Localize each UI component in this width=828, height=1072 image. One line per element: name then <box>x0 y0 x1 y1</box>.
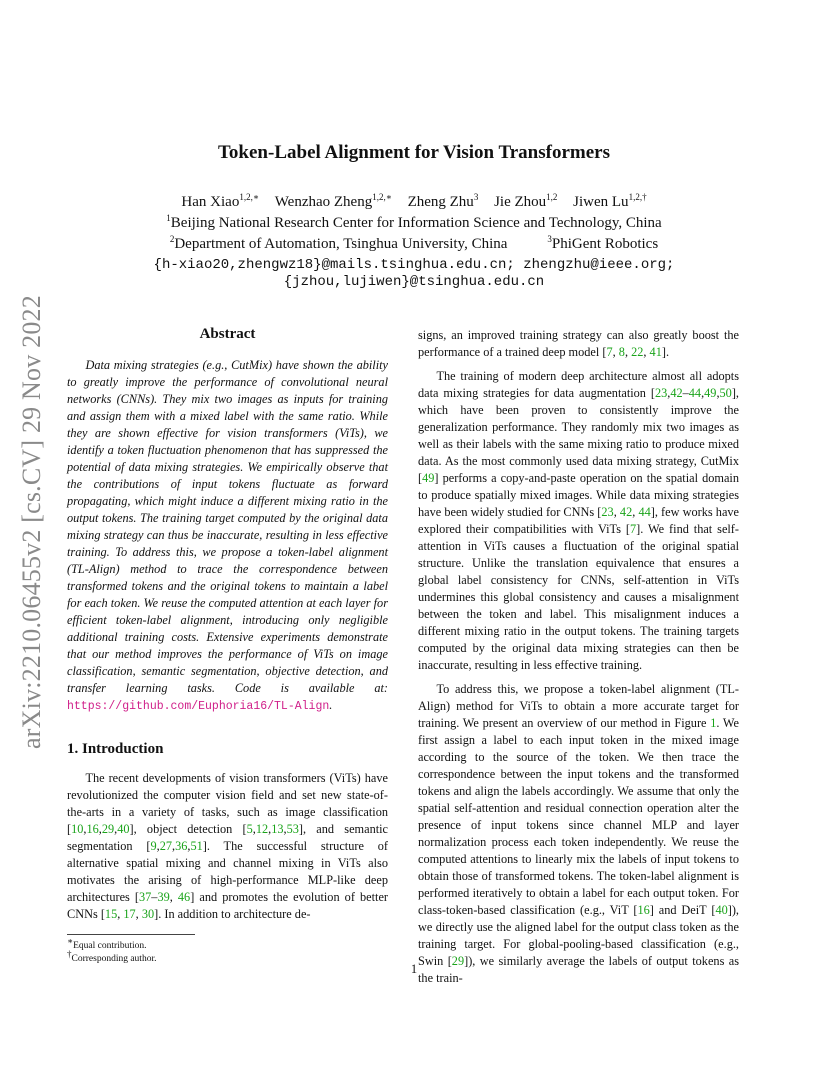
citation[interactable]: 40 <box>117 822 130 836</box>
citation[interactable]: 8 <box>618 345 625 359</box>
citation[interactable]: 13 <box>271 822 284 836</box>
page-number: 1 <box>410 962 418 976</box>
citation[interactable]: 39 <box>157 890 170 904</box>
abstract-heading: Abstract <box>199 326 256 342</box>
citation[interactable]: 16 <box>637 903 650 917</box>
citation[interactable]: 12 <box>255 822 269 836</box>
citation[interactable]: 30 <box>141 907 155 921</box>
citation[interactable]: 37 <box>139 890 152 904</box>
citation[interactable]: 22 <box>631 345 644 359</box>
citation[interactable]: 23 <box>601 505 614 519</box>
citation[interactable]: 29 <box>451 954 465 968</box>
abstract-text: Data mixing strategies (e.g., CutMix) have shown the ability to greatly improve the performance of convolutional neural networks (CNNs). They mix two images as inputs for training and assign them with a mixed label with the same ratio. While they are shown effective for vision transformers (ViTs), we identify a token fluctuation phenomenon that has suppressed the potential of data mixing strategies. We empirically observe that the contributions of input tokens fluctuate as forward propagating, which might induce a different mixing ratio in the output tokens. The training target computed by the original data mixing strategy can thus be inaccurate, resulting in less effective training. To address this, we propose a token-label alignment (TL-Align) method to trace the correspondence between transformed tokens and the original tokens to maintain a label for each token. We reuse the computed attention at each layer for efficient token-label alignment, introducing only negligible additional training costs. Extensive experiments demonstrate that our method improves the performance of ViTs on image classification, semantic segmentation, objective detection, and transfer learning tasks. Code is available at: https://github.com/Euphoria16/TL-Align. <box>67 358 388 713</box>
affiliation-1: $^1$Beijing National Research Center for Information Science and Technology, China <box>166 213 662 231</box>
citation[interactable]: 5 <box>246 822 253 836</box>
citation[interactable]: 44 <box>688 386 702 400</box>
author: Jiwen $Lu^{1,2,\dagger}$ <box>573 192 647 210</box>
right-column <box>418 327 739 987</box>
citation[interactable]: 46 <box>177 890 191 904</box>
citation[interactable]: 42 <box>619 505 633 519</box>
citation[interactable]: 7 <box>606 345 613 359</box>
citation[interactable]: 51 <box>190 839 203 853</box>
paragraph: To address this, we propose a token-label alignment (TL-Align) method for ViTs to obtain a more accurate target for training. We present an overview of our method in Figure 1. We first assign a label to each input token in the mixed image according to the source of the token. We then trace the correspondence between the input tokens and the transformed tokens and align the labels accordingly. We assume that only the spatial self-attention and residual connection operation alter the presence of input tokens since channel MLP and layer normalization process each token independently. We reuse the computed attentions to linearly mix the labels of input tokens to obtain those of transformed tokens. The token-label alignment is performed iteratively to obtain a label for each output token. For class-token-based classification (e.g., ViT [16] and DeiT [40]), we directly use the aligned label for the output class token as the training target. For global-pooling-based classification (e.g., Swin [29]), we similarly average the labels of output tokens as the train- <box>418 682 739 985</box>
citation[interactable]: 40 <box>715 903 728 917</box>
author: Wenzhao Zheng$^{1,2,∗}$ <box>274 192 392 210</box>
citation[interactable]: 7 <box>630 522 637 536</box>
section-heading-introduction: 1. Introduction <box>67 741 164 757</box>
footnote-equal-contribution: ∗Equal contribution. <box>67 935 147 951</box>
paragraph: The training of modern deep architecture almost all adopts data mixing strategies for data augmentation [23,42–44,49,50], which have been proven to consistently improve the generalization performance. They randomly mix two images as well as their labels with the same mixing ratio to produce mixed data. As the most commonly used data mixing strategy, CutMix [49] performs a copy-and-paste operation on the spatial domain to produce spatially mixed images. While data mixing strategies have been widely studied for CNNs [23, 42, 44], few works have explored their compatibilities with ViTs [7]. We find that self-attention in ViTs causes a fluctuation of the original spatial structure. Unlike the translation equivalence that ensures a global label consistency for CNNs, self-attention in ViTs undermines this global consistency and causes a misalignment between the token and label. This misalignment induces a different mixing ratio in the output tokens. The training targets computed by the original data mixing strategies can then be inaccurate, resulting in less effective training. <box>418 369 740 672</box>
citation[interactable]: 53 <box>286 822 299 836</box>
paragraph: signs, an improved training strategy can also greatly boost the performance of a trained deep model [7, 8, 22, 41]. <box>418 328 739 359</box>
citation[interactable]: 36 <box>175 839 188 853</box>
citation[interactable]: 16 <box>86 822 99 836</box>
citation[interactable]: 42 <box>670 386 683 400</box>
citation[interactable]: 15 <box>104 907 118 921</box>
intro-paragraph: The recent developments of vision transformers (ViTs) have revolutionized the computer vision field and set new state-of-the-arts in a variety of tasks, such as image classification [10,16,29,40], object detection [5,12,13,53], and semantic segmentation [9,27,36,51]. The successful structure of alternative spatial mixing and channel mixing in ViTs also motivates the arising of high-performance MLP-like deep architectures [37–39, 46] and promotes the evolution of better CNNs [15, 17, 30]. In addition to architecture de- <box>67 771 389 921</box>
figure-reference[interactable]: 1 <box>710 716 717 730</box>
author: Jie Zhou$^{1,2}$ <box>494 192 558 210</box>
citation[interactable]: 10 <box>71 822 84 836</box>
citation[interactable]: 49 <box>422 471 435 485</box>
author: Zheng Zhu$^3$ <box>407 192 479 210</box>
citation[interactable]: 50 <box>719 386 732 400</box>
citation[interactable]: 23 <box>654 386 668 400</box>
arxiv-stamp-text: arXiv:2210.06455v2 [cs.CV] 29 Nov 2022 <box>17 295 46 749</box>
citation[interactable]: 29 <box>101 822 115 836</box>
paper-title: Token-Label Alignment for Vision Transformers <box>218 142 610 163</box>
author: Han Xiao$^{1,2,∗}$ <box>181 192 259 210</box>
citation[interactable]: 49 <box>704 386 717 400</box>
email-line-1: {h-xiao20,zhengwz18}@mails.tsinghua.edu.cn; zhengzhu@ieee.org; <box>153 257 675 273</box>
arxiv-stamp <box>12 282 52 762</box>
left-column <box>67 326 388 923</box>
citation[interactable]: 44 <box>638 505 651 519</box>
author-list <box>0 192 828 213</box>
footnote-corresponding-author: †Corresponding author. <box>67 948 157 964</box>
email-line-2: {jzhou,lujiwen}@tsinghua.edu.cn <box>283 274 545 290</box>
affiliation-2-3: $^2$Department of Automation, Tsinghua University, China $^3$PhiGent Robotics <box>169 234 659 252</box>
citation[interactable]: 17 <box>123 907 136 921</box>
citation[interactable]: 27 <box>159 839 173 853</box>
citation[interactable]: 9 <box>150 839 157 853</box>
citation[interactable]: 41 <box>649 345 662 359</box>
footnote-rule <box>67 934 195 935</box>
code-link[interactable]: https://github.com/Euphoria16/TL-Align <box>67 700 330 713</box>
